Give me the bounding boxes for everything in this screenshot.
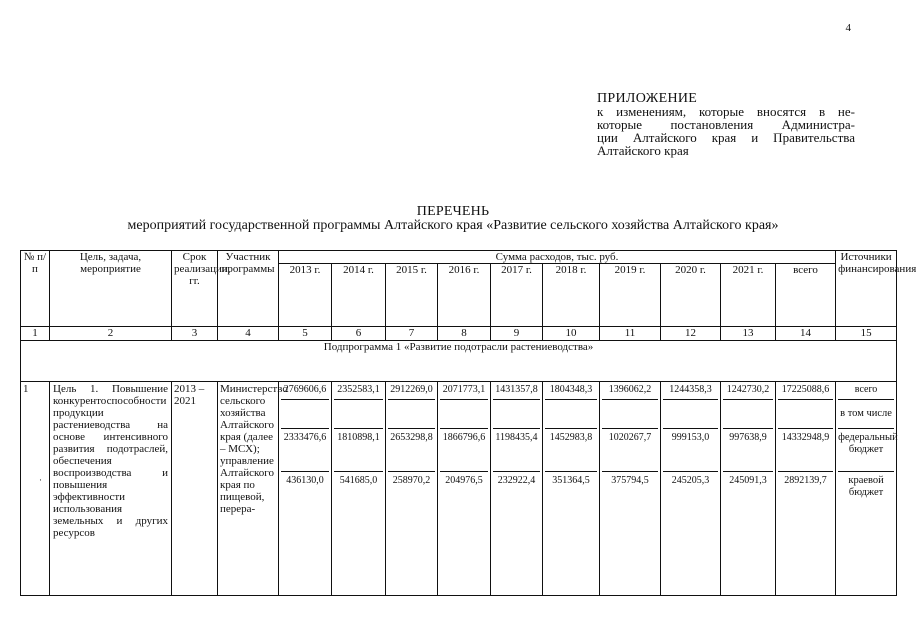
source-cell: [836, 382, 897, 596]
value-regional: 375794,5: [611, 475, 649, 486]
value-total: 2912269,0: [390, 384, 433, 395]
header-source: Источники финансирования: [836, 251, 897, 327]
column-number: 11: [600, 327, 661, 341]
value-federal: 997638,9: [729, 432, 767, 443]
header-goal: Цель, задача, мероприятие: [50, 251, 172, 327]
value-federal: 1810898,1: [337, 432, 380, 443]
value-total: 2352583,1: [337, 384, 380, 395]
column-number: 14: [776, 327, 836, 341]
values-cell: [491, 382, 543, 596]
value-regional: 2892139,7: [784, 475, 827, 486]
values-cell: [438, 382, 491, 596]
values-cell: [332, 382, 386, 596]
document-title: [48, 205, 858, 233]
appendix-line: к изменениям, которые вносятся в не-: [597, 104, 855, 119]
value-regional: 245205,3: [671, 475, 710, 486]
header-participant: Участник программы: [218, 251, 279, 327]
measures-table: [20, 250, 916, 596]
values-cell: [543, 382, 600, 596]
stray-mark: ·: [39, 475, 42, 485]
value-total: 1244358,3: [669, 384, 712, 395]
value-federal: 2333476,6: [283, 432, 327, 443]
column-number: 8: [438, 327, 491, 341]
header-year: 2019 г.: [600, 264, 661, 327]
value-regional: 245091,3: [729, 475, 767, 486]
subprogram-title: Подпрограмма 1 «Развитие подотрасли растениеводства»: [21, 341, 897, 382]
value-total: 1396062,2: [608, 384, 652, 395]
column-number: 9: [491, 327, 543, 341]
appendix-line: которые постановления Администра-: [597, 117, 855, 132]
value-federal: 999153,0: [671, 432, 710, 443]
header-term: Срок реализации, гг.: [172, 251, 218, 327]
appendix-line: ции Алтайского края и Правительства: [597, 130, 855, 145]
header-year: 2018 г.: [543, 264, 600, 327]
header-year: 2015 г.: [386, 264, 438, 327]
term-text: 2013 – 2021: [172, 382, 218, 596]
column-number: 6: [332, 327, 386, 341]
title-line-1: ПЕРЕЧЕНЬ: [416, 204, 490, 219]
appendix-block: [597, 92, 855, 157]
column-number: 7: [386, 327, 438, 341]
header-num: № п/п: [21, 251, 50, 327]
title-line-2: мероприятий государственной программы Алтайского края «Развитие сельского хозяйства Алтайского края»: [127, 218, 779, 233]
value-regional: 351364,5: [552, 475, 590, 486]
source-federal: федеральный бюджет: [838, 432, 898, 455]
value-regional: 541685,0: [339, 475, 378, 486]
column-number: 12: [661, 327, 721, 341]
header-year: 2021 г.: [721, 264, 776, 327]
value-total: 1804348,3: [549, 384, 593, 395]
header-year: 2016 г.: [438, 264, 491, 327]
values-cell: [721, 382, 776, 596]
value-total: 2769606,6: [283, 384, 327, 395]
value-total: 1242730,2: [726, 384, 770, 395]
value-federal: 2653298,8: [390, 432, 433, 443]
value-total: 17225088,6: [781, 384, 830, 395]
table-row: [21, 382, 897, 596]
header-year: 2020 г.: [661, 264, 721, 327]
values-cell: [386, 382, 438, 596]
column-number: 3: [172, 327, 218, 341]
header-year: 2014 г.: [332, 264, 386, 327]
column-number: 15: [836, 327, 897, 341]
value-total: 2071773,1: [442, 384, 486, 395]
value-federal: 1020267,7: [608, 432, 652, 443]
appendix-heading: ПРИЛОЖЕНИЕ: [597, 91, 698, 106]
goal-text: Цель 1. Повышение конкурентоспособности продукции растениеводства на основе интенсивного развития подотраслей, обеспечения воспроизводства и повышения эффективности использования земельных и других ресурсов: [50, 382, 172, 596]
header-expenses: Сумма расходов, тыс. руб.: [279, 251, 836, 264]
values-cell: [600, 382, 661, 596]
header-year: 2017 г.: [491, 264, 543, 327]
subprogram-row: [21, 341, 897, 382]
column-number: 13: [721, 327, 776, 341]
column-numbers-row: [21, 327, 897, 341]
value-total: 1431357,8: [495, 384, 538, 395]
values-cell: [279, 382, 332, 596]
appendix-line: Алтайского края: [597, 143, 689, 158]
value-regional: 436130,0: [286, 475, 324, 486]
source-regional: краевой бюджет: [848, 475, 884, 498]
page-number: 4: [845, 22, 851, 34]
values-cell: [776, 382, 836, 596]
column-number: 10: [543, 327, 600, 341]
header-total: всего: [776, 264, 836, 327]
value-federal: 1198435,4: [495, 432, 538, 443]
source-total: всего: [854, 384, 878, 395]
row-number: 1: [21, 382, 50, 596]
values-cell: [661, 382, 721, 596]
value-regional: 204976,5: [445, 475, 483, 486]
participant-text: Министерство сельского хозяйства Алтайского края (далее – МСХ); управление Алтайского края по пищевой, перера-: [218, 382, 279, 596]
value-regional: 258970,2: [392, 475, 431, 486]
value-regional: 232922,4: [497, 475, 536, 486]
header-year: 2013 г.: [279, 264, 332, 327]
column-number: 2: [50, 327, 172, 341]
column-number: 5: [279, 327, 332, 341]
value-federal: 1866796,6: [442, 432, 486, 443]
column-number: 4: [218, 327, 279, 341]
value-federal: 1452983,8: [549, 432, 593, 443]
column-number: 1: [21, 327, 50, 341]
value-federal: 14332948,9: [781, 432, 830, 443]
source-including: в том числе: [840, 408, 892, 419]
